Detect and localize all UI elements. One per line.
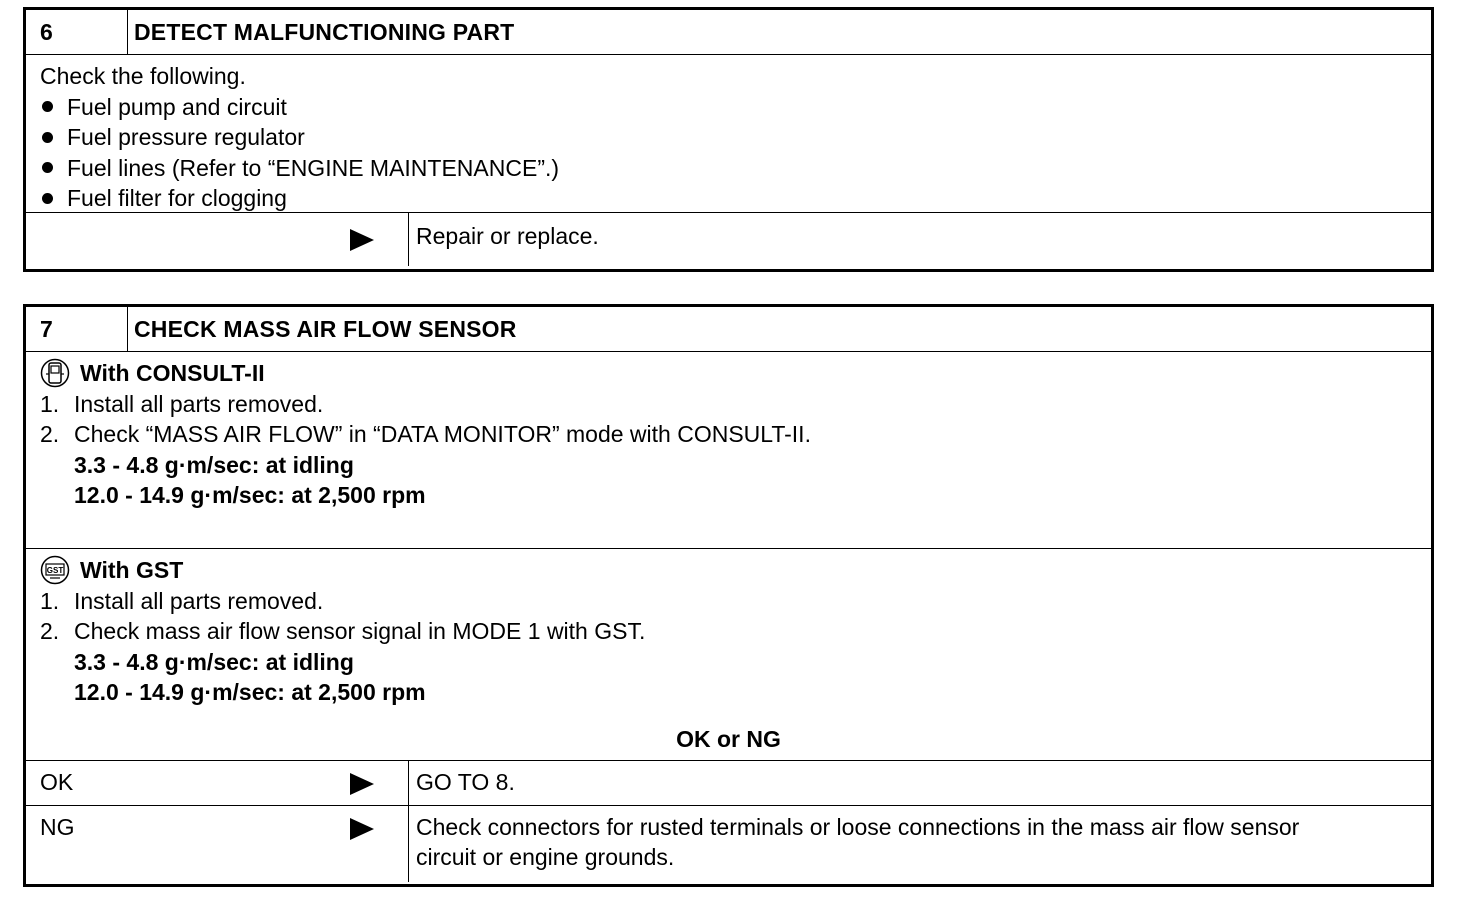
result-condition-cell: OK	[26, 761, 409, 805]
list-item: Fuel pump and circuit	[40, 92, 1417, 123]
result-action: Check connectors for rusted terminals or loose connections in the mass air flow sensor circuit or engine grounds.	[416, 814, 1300, 870]
step-number: 6	[26, 10, 128, 54]
procedure-step: 1. Install all parts removed.	[40, 587, 324, 614]
step-6-result-row	[26, 212, 1431, 266]
arrow-right-icon	[350, 229, 374, 251]
list-item: Fuel pressure regulator	[40, 122, 1417, 153]
step-title: CHECK MASS AIR FLOW SENSOR	[134, 315, 517, 342]
bullet-icon	[42, 101, 53, 112]
step-6-body	[26, 54, 1431, 212]
intro-text: Check the following.	[40, 63, 246, 89]
result-action: Repair or replace.	[416, 223, 599, 249]
procedure-step: 2. Check mass air flow sensor signal in MODE 1 with GST.	[40, 618, 646, 644]
gst-section	[26, 548, 1431, 760]
consult-heading: With CONSULT-II	[40, 358, 1417, 389]
consult-tester-icon	[40, 358, 70, 388]
spec-value: 3.3 - 4.8 g·m/sec: at idling	[74, 451, 354, 478]
step-6-table	[23, 7, 1434, 272]
step-title: DETECT MALFUNCTIONING PART	[134, 18, 515, 45]
gst-icon	[40, 555, 70, 585]
bullet-icon	[42, 132, 53, 143]
svg-text:GST: GST	[46, 566, 64, 576]
consult-section	[26, 351, 1431, 548]
bullet-icon	[42, 193, 53, 204]
list-item: Fuel lines (Refer to “ENGINE MAINTENANCE”.)	[40, 153, 1417, 184]
result-action: GO TO 8.	[416, 769, 515, 795]
ng-result-row	[26, 805, 1431, 882]
arrow-right-icon	[350, 818, 374, 840]
list-item: Fuel filter for clogging	[40, 183, 1417, 214]
spec-value: 3.3 - 4.8 g·m/sec: at idling	[74, 648, 354, 675]
spec-value: 12.0 - 14.9 g·m/sec: at 2,500 rpm	[74, 482, 426, 508]
procedure-step: 1. Install all parts removed.	[40, 390, 324, 417]
result-condition-cell	[26, 213, 409, 266]
ok-ng-label: OK or NG	[676, 725, 781, 752]
step-7-header	[26, 307, 1431, 351]
arrow-right-icon	[350, 773, 374, 795]
step-number: 7	[26, 307, 128, 351]
procedure-step: 2. Check “MASS AIR FLOW” in “DATA MONITOR” mode with CONSULT-II.	[40, 421, 811, 447]
step-6-header	[26, 10, 1431, 54]
bullet-icon	[42, 162, 53, 173]
spec-value: 12.0 - 14.9 g·m/sec: at 2,500 rpm	[74, 679, 426, 705]
result-condition-cell: NG	[26, 806, 409, 882]
step-7-table	[23, 304, 1434, 887]
ok-result-row	[26, 760, 1431, 805]
gst-heading: GST With GST	[40, 555, 1417, 586]
